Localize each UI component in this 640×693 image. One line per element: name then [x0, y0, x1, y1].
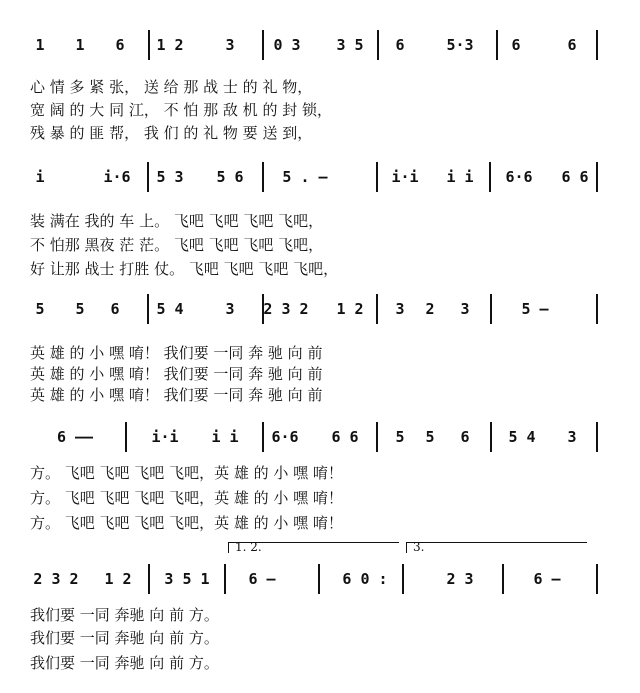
bar-line: [502, 564, 504, 594]
lyric-text: 残 暴 的 匪 帮， 我 们 的 礼 物 要 送 到，: [30, 124, 313, 142]
bar-line: [596, 564, 598, 594]
bar-line: [376, 294, 378, 324]
lyric-line: [0, 76, 640, 98]
note-group: 0 3: [273, 36, 301, 54]
note-group: 3 5 1: [164, 570, 210, 588]
lyric-line: [0, 604, 640, 626]
note-group: 2: [425, 300, 435, 318]
volta-bracket: [406, 542, 587, 553]
note-group: 6: [115, 36, 125, 54]
bar-line: [224, 564, 226, 594]
note-group: 5·3: [446, 36, 474, 54]
notes-row: [0, 300, 640, 322]
bar-line: [148, 564, 150, 594]
note-group: 2 3 2: [33, 570, 79, 588]
note-group: 1: [35, 36, 45, 54]
bar-line: [376, 422, 378, 452]
note-group: 6: [110, 300, 120, 318]
lyric-text: 我们要 一同 奔驰 向 前 方。: [30, 654, 219, 672]
note-group: i·i: [151, 428, 179, 446]
notes-row: [0, 428, 640, 450]
note-group: 5: [75, 300, 85, 318]
note-group: 3: [567, 428, 577, 446]
note-group: i i: [446, 168, 474, 186]
bar-line: [490, 422, 492, 452]
note-group: 3: [395, 300, 405, 318]
bar-line: [262, 162, 264, 192]
note-group: 6: [395, 36, 405, 54]
note-group: 5 6: [216, 168, 244, 186]
bar-line: [596, 422, 598, 452]
volta-bracket: [228, 542, 399, 553]
lyric-line: [0, 384, 640, 406]
note-group: 3: [225, 36, 235, 54]
bar-line: [596, 162, 598, 192]
bar-line: [402, 564, 404, 594]
note-group: 2 3: [446, 570, 474, 588]
notes-row: [0, 36, 640, 58]
note-group: 5 4: [156, 300, 184, 318]
notes-row: [0, 168, 640, 190]
note-group: 6 6: [561, 168, 589, 186]
lyric-text: 英 雄 的 小 嘿 唷！ 我们要 一同 奔 驰 向 前: [30, 365, 323, 383]
note-group: 6·6: [271, 428, 299, 446]
note-group: 5: [395, 428, 405, 446]
note-group: 1 2: [156, 36, 184, 54]
bar-line: [262, 30, 264, 60]
note-group: 6 6: [331, 428, 359, 446]
lyric-text: 英 雄 的 小 嘿 唷！ 我们要 一同 奔 驰 向 前: [30, 344, 323, 362]
lyric-line: [0, 363, 640, 385]
bar-line: [596, 294, 598, 324]
bar-line: [148, 30, 150, 60]
note-group: 6: [511, 36, 521, 54]
note-group: 3: [460, 300, 470, 318]
note-group: 6: [460, 428, 470, 446]
bar-line: [318, 564, 320, 594]
note-group: 6 ——: [56, 428, 94, 446]
bar-line: [125, 422, 127, 452]
note-group: i i: [211, 428, 239, 446]
bar-line: [262, 294, 264, 324]
bar-line: [596, 30, 598, 60]
lyric-text: 宽 阔 的 大 同 江， 不 怕 那 敌 机 的 封 锁，: [30, 101, 332, 119]
note-group: i·i: [391, 168, 419, 186]
note-group: 6: [567, 36, 577, 54]
note-group: 6 0 :: [342, 570, 388, 588]
lyric-line: [0, 258, 640, 280]
note-group: 3 5: [336, 36, 364, 54]
lyric-text: 装 满在 我的 车 上。 飞吧 飞吧 飞吧 飞吧，: [30, 212, 324, 230]
lyric-text: 英 雄 的 小 嘿 唷！ 我们要 一同 奔 驰 向 前: [30, 386, 323, 404]
lyric-line: [0, 512, 640, 534]
lyric-line: [0, 234, 640, 256]
note-group: 2 3 2: [263, 300, 309, 318]
note-group: 5 4: [508, 428, 536, 446]
note-group: 5 3: [156, 168, 184, 186]
lyric-text: 我们要 一同 奔驰 向 前 方。: [30, 606, 219, 624]
bar-line: [490, 294, 492, 324]
note-group: 6 —: [533, 570, 561, 588]
notes-row: [0, 570, 640, 592]
lyric-text: 好 让那 战士 打胜 仗。 飞吧 飞吧 飞吧 飞吧，: [30, 260, 339, 278]
lyric-text: 方。 飞吧 飞吧 飞吧 飞吧，英 雄 的 小 嘿 唷！: [30, 464, 343, 482]
bar-line: [147, 162, 149, 192]
lyric-line: [0, 210, 640, 232]
note-group: 1: [75, 36, 85, 54]
note-group: 5 —: [521, 300, 549, 318]
bar-line: [147, 294, 149, 324]
note-group: 1 2: [104, 570, 132, 588]
lyric-line: [0, 122, 640, 144]
lyric-line: [0, 462, 640, 484]
lyric-text: 方。 飞吧 飞吧 飞吧 飞吧，英 雄 的 小 嘿 唷！: [30, 489, 343, 507]
bar-line: [262, 422, 264, 452]
note-group: i: [35, 168, 45, 186]
lyric-line: [0, 627, 640, 649]
note-group: 1 2: [336, 300, 364, 318]
lyric-text: 不 怕那 黑夜 茫 茫。 飞吧 飞吧 飞吧 飞吧，: [30, 236, 324, 254]
lyric-line: [0, 342, 640, 364]
note-group: 6·6: [505, 168, 533, 186]
bar-line: [377, 30, 379, 60]
lyric-line: [0, 487, 640, 509]
bar-line: [376, 162, 378, 192]
note-group: i·6: [103, 168, 131, 186]
lyric-text: 我们要 一同 奔驰 向 前 方。: [30, 629, 219, 647]
bar-line: [496, 30, 498, 60]
note-group: 6 —: [248, 570, 276, 588]
lyric-text: 心 情 多 紧 张， 送 给 那 战 士 的 礼 物，: [30, 78, 313, 96]
lyric-line: [0, 99, 640, 121]
volta-label: 1. 2.: [235, 540, 262, 554]
note-group: 3: [225, 300, 235, 318]
volta-label: 3.: [413, 540, 425, 554]
lyric-text: 方。 飞吧 飞吧 飞吧 飞吧，英 雄 的 小 嘿 唷！: [30, 514, 343, 532]
note-group: 5: [425, 428, 435, 446]
bar-line: [489, 162, 491, 192]
note-group: 5: [35, 300, 45, 318]
note-group: 5 . —: [282, 168, 328, 186]
lyric-line: [0, 652, 640, 674]
